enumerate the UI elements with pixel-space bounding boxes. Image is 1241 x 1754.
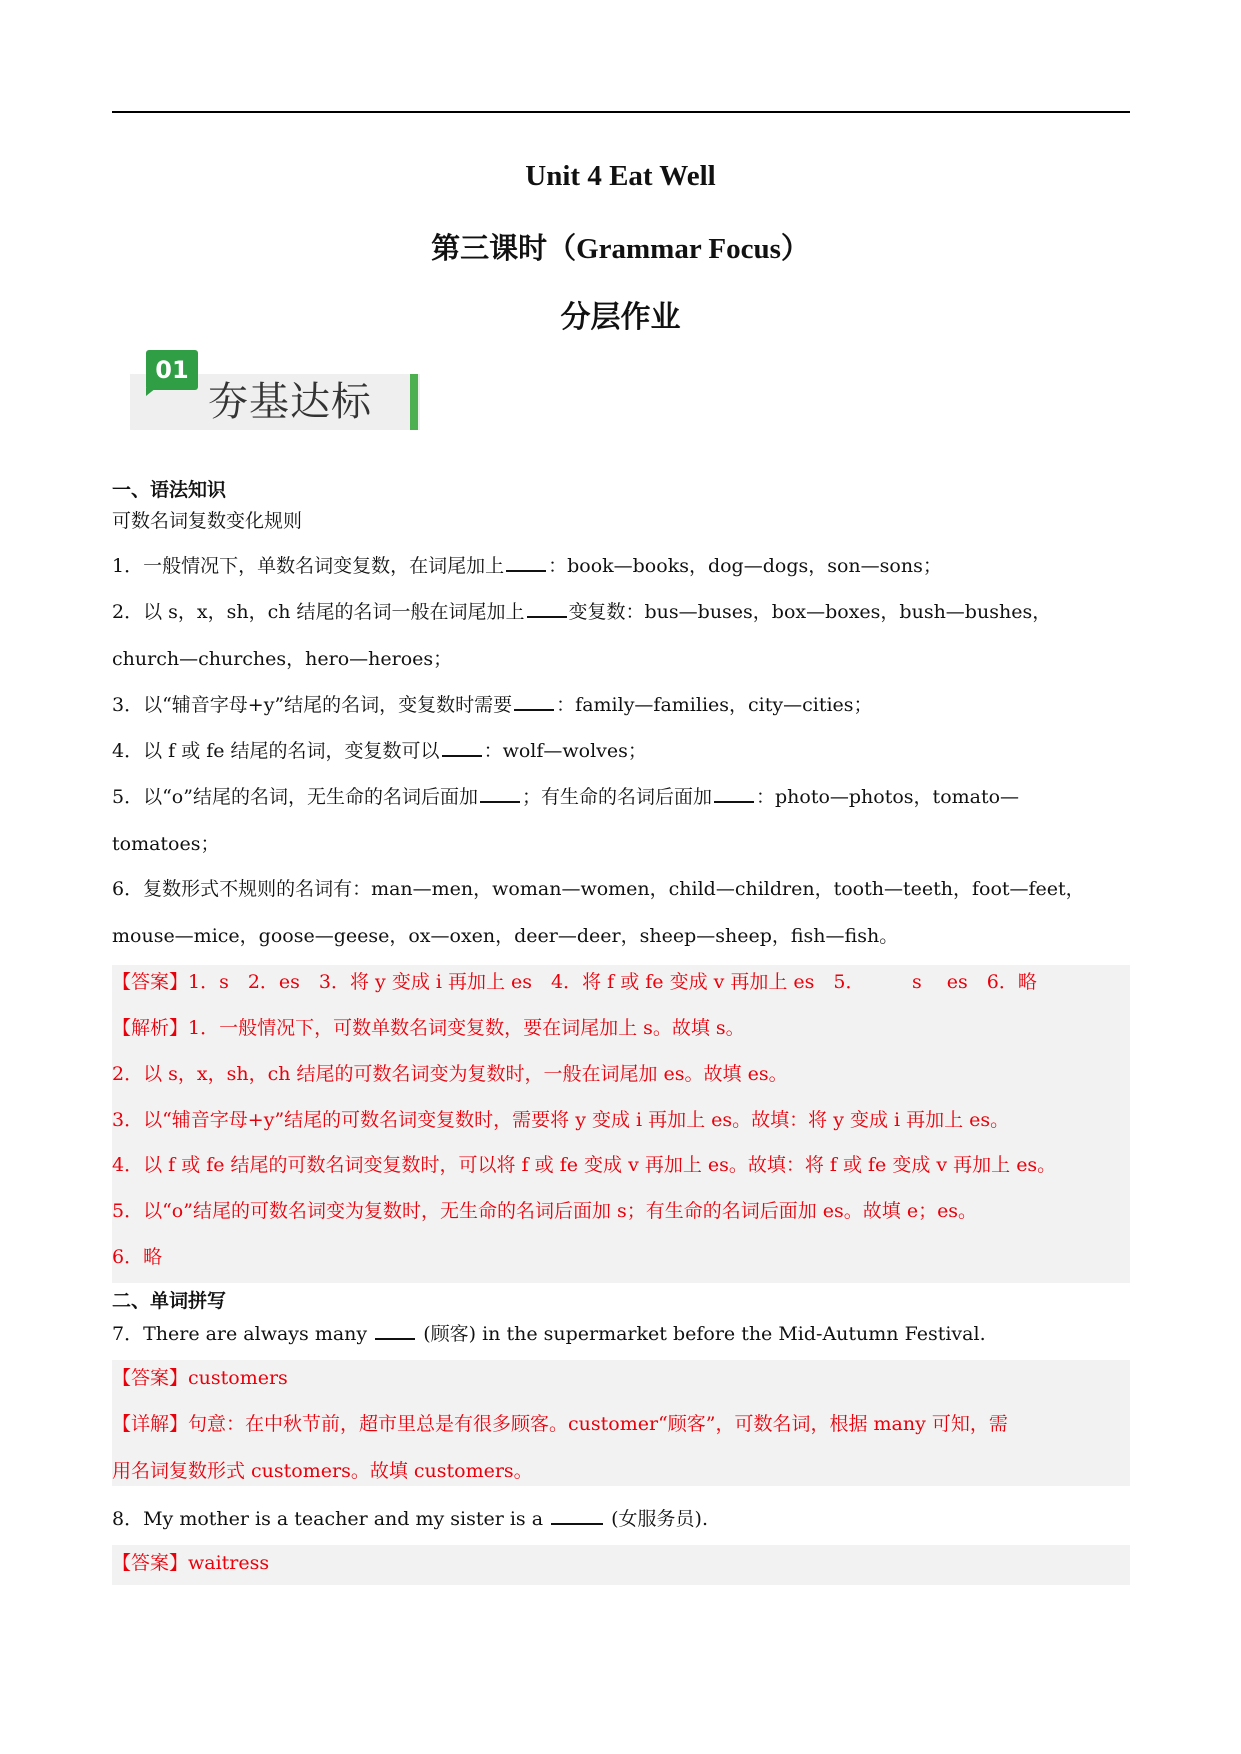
badge-number: 01 — [146, 350, 198, 390]
section-heading-spelling: 二、单词拼写 — [112, 1290, 227, 1312]
detail-7-line1: 【详解】句意：在中秋节前，超市里总是有很多顾客。customer“顾客”，可数名词，根据 many 可知，需 — [112, 1413, 1008, 1435]
lesson-title: 第三课时（Grammar Focus） — [431, 233, 810, 265]
answer-1: 【答案】1．s 2．es 3．将 y 变成 i 再加上 es 4．将 f 或 fe 变成 v 再加上 es 5． s es 6．略 — [112, 971, 1037, 993]
analysis-4: 4．以 f 或 fe 结尾的可数名词变复数时，可以将 f 或 fe 变成 v 再加上 es。故填：将 f 或 fe 变成 v 再加上 es。 — [112, 1154, 1057, 1176]
rule-5: 5．以“o”结尾的名词，无生命的名词后面加 ；有生命的名词后面加 ：photo—photos，tomato— — [112, 783, 1019, 810]
analysis-6: 6．略 — [112, 1246, 163, 1268]
answer-7: 【答案】customers — [112, 1367, 288, 1389]
analysis-3: 3．以“辅音字母+y”结尾的可数名词变复数时，需要将 y 变成 i 再加上 es。故填：将 y 变成 i 再加上 es。 — [112, 1109, 1010, 1131]
blank[interactable] — [480, 783, 520, 803]
section-intro: 可数名词复数变化规则 — [112, 510, 303, 532]
rule-1: 1．一般情况下，单数名词变复数，在词尾加上 ：book—books，dog—dogs，son—sons； — [112, 552, 942, 579]
unit-title: Unit 4 Eat Well — [525, 160, 716, 192]
rule-3: 3．以“辅音字母+y”结尾的名词，变复数时需要 ：family—families，city—cities； — [112, 691, 873, 718]
badge-label: 夯基达标 — [208, 379, 372, 425]
blank[interactable] — [551, 1505, 603, 1525]
rule-6-cont: mouse—mice，goose—geese，ox—oxen，deer—deer，sheep—sheep，fish—fish。 — [112, 925, 899, 947]
blank[interactable] — [514, 691, 554, 711]
section-heading-grammar: 一、语法知识 — [112, 479, 227, 501]
analysis-2: 2．以 s，x，sh，ch 结尾的可数名词变为复数时，一般在词尾加 es。故填 es。 — [112, 1063, 788, 1085]
level-badge — [130, 348, 426, 430]
rule-2-cont: church—churches，hero—heroes； — [112, 648, 453, 670]
analysis-5: 5．以“o”结尾的可数名词变为复数时，无生命的名词后面加 s；有生命的名词后面加 es。故填 e；es。 — [112, 1200, 978, 1222]
detail-7-line2: 用名词复数形式 customers。故填 customers。 — [112, 1460, 533, 1482]
blank[interactable] — [375, 1320, 415, 1340]
rule-2: 2．以 s，x，sh，ch 结尾的名词一般在词尾加上 变复数：bus—buses，box—boxes，bush—bushes， — [112, 598, 1051, 625]
blank[interactable] — [506, 552, 546, 572]
question-8: 8．My mother is a teacher and my sister is a (女服务员). — [112, 1505, 708, 1532]
header-rule — [112, 111, 1130, 113]
rule-5-cont: tomatoes； — [112, 833, 220, 855]
blank[interactable] — [714, 783, 754, 803]
answer-8: 【答案】waitress — [112, 1552, 270, 1574]
blank[interactable] — [527, 598, 567, 618]
question-7: 7．There are always many (顾客) in the supermarket before the Mid-Autumn Festival. — [112, 1320, 986, 1347]
rule-6: 6．复数形式不规则的名词有：man—men，woman—women，child—children，tooth—teeth，foot—feet， — [112, 878, 1085, 900]
analysis-1: 【解析】1．一般情况下，可数单数名词变复数，要在词尾加上 s。故填 s。 — [112, 1017, 745, 1039]
badge-accent-bar — [410, 374, 418, 430]
rule-4: 4．以 f 或 fe 结尾的名词，变复数可以 ：wolf—wolves； — [112, 737, 647, 764]
blank[interactable] — [442, 737, 482, 757]
homework-title: 分层作业 — [560, 301, 681, 334]
